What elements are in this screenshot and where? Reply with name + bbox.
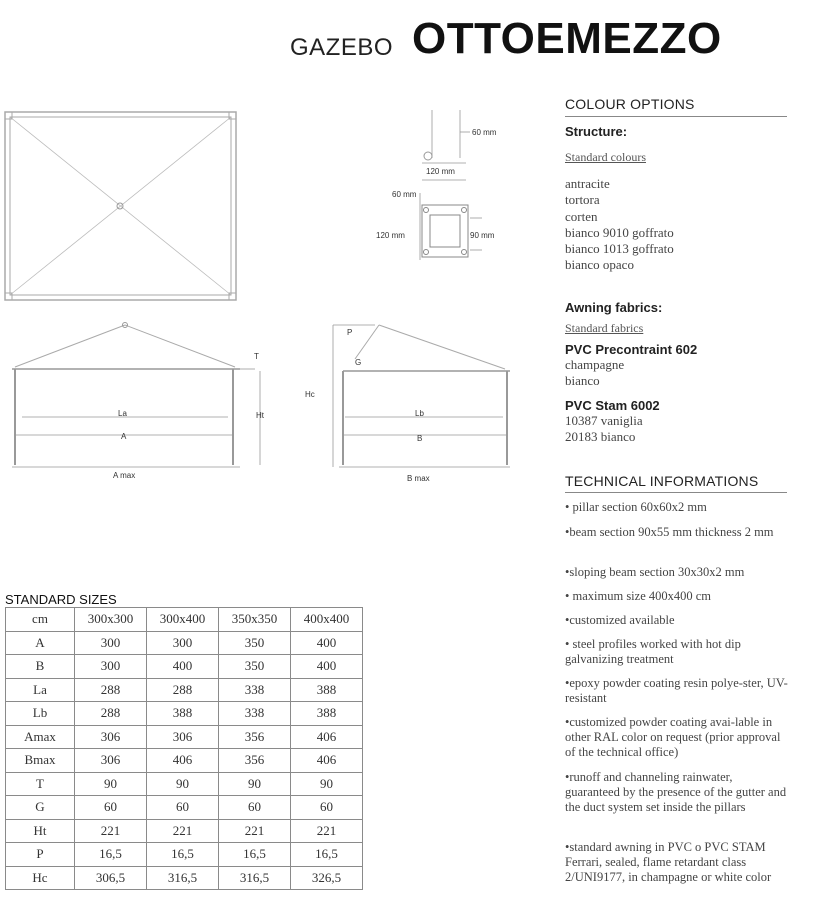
colour-item: antracite xyxy=(565,176,610,191)
table-cell: 288 xyxy=(75,678,147,702)
front-t-label: T xyxy=(254,352,259,361)
table-cell: 90 xyxy=(147,772,219,796)
profile-section-drawing xyxy=(370,100,520,270)
structure-label: Structure: xyxy=(565,124,628,139)
front-a-label: A xyxy=(121,432,127,441)
table-cell: 60 xyxy=(219,796,291,820)
table-cell: 60 xyxy=(291,796,363,820)
front-la-label: La xyxy=(118,409,127,418)
table-cell: 306 xyxy=(147,725,219,749)
fabric1-colour: bianco xyxy=(565,373,600,389)
table-cell: 288 xyxy=(147,678,219,702)
table-header-cell: cm xyxy=(6,608,75,632)
table-row-label: Amax xyxy=(6,725,75,749)
awning-fabrics-label: Awning fabrics: xyxy=(565,300,663,315)
dim-120-top: 120 mm xyxy=(426,167,455,176)
table-row-label: Lb xyxy=(6,702,75,726)
table-header-row xyxy=(6,608,363,632)
table-cell: 16,5 xyxy=(75,843,147,867)
tech-item: •runoff and channeling rainwater, guaranteed by the presence of the gutter and the duct system set inside the pillars xyxy=(565,770,787,814)
table-row xyxy=(6,796,363,820)
side-lb-label: Lb xyxy=(415,409,424,418)
table-cell: 90 xyxy=(75,772,147,796)
fabric2-colours xyxy=(565,413,790,446)
standard-sizes-table xyxy=(5,607,363,890)
table-row xyxy=(6,772,363,796)
colour-item: bianco 9010 goffrato xyxy=(565,224,674,240)
standard-sizes-title: STANDARD SIZES xyxy=(5,592,117,607)
table-cell: 350 xyxy=(219,631,291,655)
tech-item: • pillar section 60x60x2 mm xyxy=(565,500,707,514)
table-row-label: G xyxy=(6,796,75,820)
table-header-cell: 300x300 xyxy=(75,608,147,632)
tech-item: •epoxy powder coating resin polye-ster, UV-resistant xyxy=(565,676,788,705)
fabric2-colour: 20183 bianco xyxy=(565,429,636,445)
technical-rule xyxy=(565,492,787,493)
table-header-cell: 300x400 xyxy=(147,608,219,632)
side-bmax-label: B max xyxy=(407,474,430,483)
front-elevation-drawing xyxy=(0,315,290,487)
table-cell: 16,5 xyxy=(219,843,291,867)
colour-item: bianco opaco xyxy=(565,257,634,273)
table-cell: 406 xyxy=(291,749,363,773)
table-cell: 16,5 xyxy=(291,843,363,867)
table-cell: 221 xyxy=(75,819,147,843)
colour-item: tortora xyxy=(565,192,600,208)
side-p-label: P xyxy=(347,328,353,337)
table-row-label: P xyxy=(6,843,75,867)
table-cell: 406 xyxy=(147,749,219,773)
table-row xyxy=(6,702,363,726)
side-hc-label: Hc xyxy=(305,390,315,399)
table-row xyxy=(6,749,363,773)
front-ht-label: Ht xyxy=(256,411,264,420)
standard-colours-label: Standard colours xyxy=(565,150,646,164)
technical-heading: TECHNICAL INFORMATIONS xyxy=(565,473,759,489)
fabric1-name: PVC Precontraint 602 xyxy=(565,342,698,357)
table-cell: 350 xyxy=(219,655,291,679)
colours-list xyxy=(565,176,790,274)
table-cell: 326,5 xyxy=(291,866,363,890)
tech-item: •customized available xyxy=(565,613,675,627)
table-row-label: Ht xyxy=(6,819,75,843)
side-g-label: G xyxy=(355,358,362,367)
fabric2-colour: 10387 vaniglia xyxy=(565,413,643,428)
table-row-label: A xyxy=(6,631,75,655)
standard-sizes-body xyxy=(6,631,363,890)
table-cell: 300 xyxy=(75,655,147,679)
table-cell: 356 xyxy=(219,725,291,749)
table-cell: 316,5 xyxy=(147,866,219,890)
table-header-cell: 350x350 xyxy=(219,608,291,632)
table-header-cell: 400x400 xyxy=(291,608,363,632)
table-cell: 16,5 xyxy=(147,843,219,867)
product-name-title: OTTOEMEZZO xyxy=(412,14,722,63)
table-cell: 300 xyxy=(147,631,219,655)
tech-item: •beam section 90x55 mm thickness 2 mm xyxy=(565,525,774,539)
tech-item: •sloping beam section 30x30x2 mm xyxy=(565,565,745,579)
table-row-label: T xyxy=(6,772,75,796)
table-cell: 90 xyxy=(291,772,363,796)
tech-item: • steel profiles worked with hot dip galvanizing treatment xyxy=(565,637,741,666)
table-row xyxy=(6,866,363,890)
table-cell: 288 xyxy=(75,702,147,726)
table-row-label: La xyxy=(6,678,75,702)
table-cell: 90 xyxy=(219,772,291,796)
tech-item: •standard awning in PVC o PVC STAM Ferrari, sealed, flame retardant class 2/UNI9177, in champagne or white color xyxy=(565,840,772,884)
table-cell: 221 xyxy=(147,819,219,843)
table-row xyxy=(6,631,363,655)
table-cell: 306,5 xyxy=(75,866,147,890)
tech-item: • maximum size 400x400 cm xyxy=(565,589,712,603)
table-row xyxy=(6,678,363,702)
table-row xyxy=(6,819,363,843)
table-cell: 400 xyxy=(147,655,219,679)
colour-item: corten xyxy=(565,208,598,224)
table-cell: 406 xyxy=(291,725,363,749)
colour-options-heading: COLOUR OPTIONS xyxy=(565,96,695,112)
dim-60-top: 60 mm xyxy=(472,128,497,137)
side-b-label: B xyxy=(417,434,423,443)
dim-120-left: 120 mm xyxy=(376,231,405,240)
table-row-label: Hc xyxy=(6,866,75,890)
table-cell: 338 xyxy=(219,702,291,726)
side-elevation-drawing xyxy=(295,315,525,487)
table-row xyxy=(6,725,363,749)
table-cell: 388 xyxy=(291,678,363,702)
table-cell: 400 xyxy=(291,631,363,655)
colour-options-rule xyxy=(565,116,787,117)
table-row-label: Bmax xyxy=(6,749,75,773)
table-cell: 60 xyxy=(147,796,219,820)
top-view-drawing xyxy=(0,108,240,303)
tech-item: •customized powder coating avai-lable in other RAL color on request (prior approval of the technical office) xyxy=(565,715,781,759)
table-cell: 306 xyxy=(75,725,147,749)
table-cell: 300 xyxy=(75,631,147,655)
table-cell: 356 xyxy=(219,749,291,773)
dim-90-right: 90 mm xyxy=(470,231,495,240)
table-cell: 60 xyxy=(75,796,147,820)
table-cell: 306 xyxy=(75,749,147,773)
front-amax-label: A max xyxy=(113,471,136,480)
table-row-label: B xyxy=(6,655,75,679)
standard-fabrics-label: Standard fabrics xyxy=(565,321,644,335)
table-cell: 388 xyxy=(291,702,363,726)
table-cell: 221 xyxy=(219,819,291,843)
colour-item: bianco 1013 goffrato xyxy=(565,241,674,257)
table-cell: 221 xyxy=(291,819,363,843)
table-row xyxy=(6,843,363,867)
dim-60-left: 60 mm xyxy=(392,190,417,199)
table-cell: 400 xyxy=(291,655,363,679)
table-cell: 388 xyxy=(147,702,219,726)
fabric1-colours xyxy=(565,357,790,390)
table-cell: 316,5 xyxy=(219,866,291,890)
table-cell: 338 xyxy=(219,678,291,702)
product-type-label: GAZEBO xyxy=(290,34,394,61)
table-row xyxy=(6,655,363,679)
fabric1-colour: champagne xyxy=(565,357,625,372)
fabric2-name: PVC Stam 6002 xyxy=(565,398,660,413)
